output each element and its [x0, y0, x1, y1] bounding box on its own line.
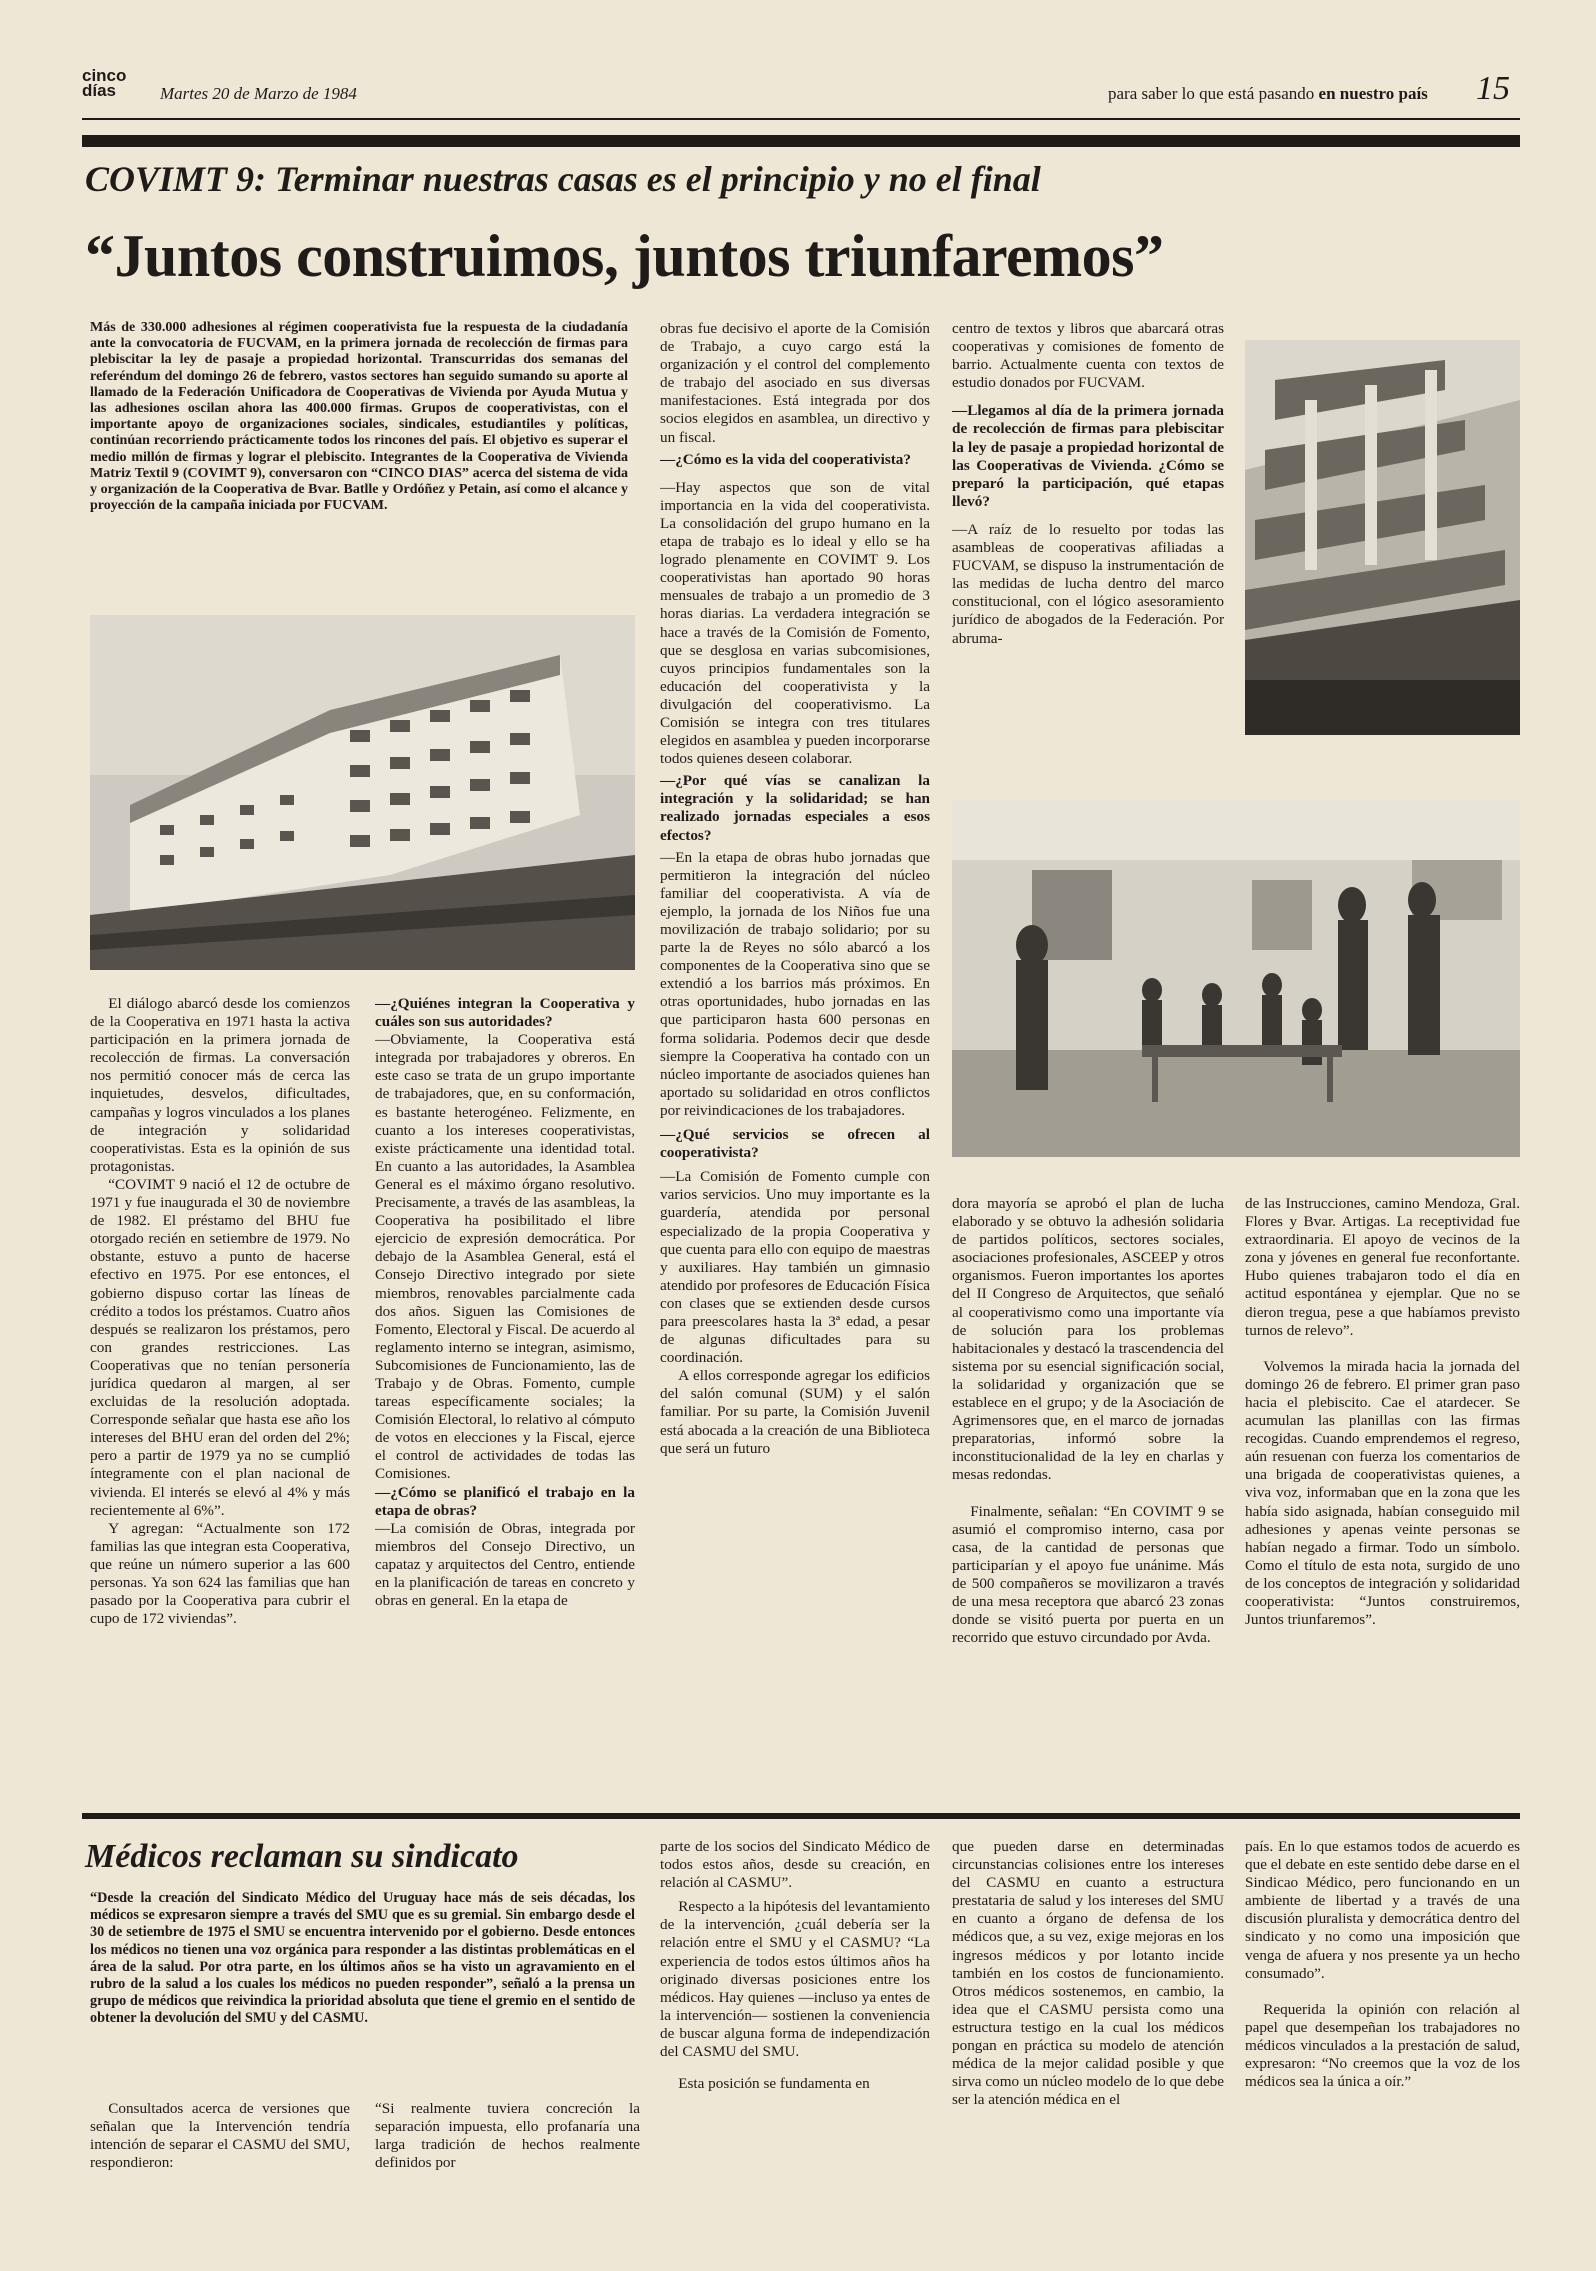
cooperative-building-photo	[90, 615, 635, 970]
paragraph: “Si realmente tuviera concreción la separación impuesta, ello profanaría una larga tradición de hechos realmente definidos por	[375, 2100, 640, 2172]
paragraph: —A raíz de lo resuelto por todas las asambleas de cooperativas afiliadas a FUCVAM, se dispuso la instrumentación de las medidas de lucha dentro del marco constitucional, con el lógico asesoramiento jurídico de abogados de la Federación. Por abruma-	[952, 520, 1224, 647]
paragraph: —La Comisión de Fomento cumple con varios servicios. Uno muy importante es la guardería, atendida por personal especializado de la propia Cooperativa y que cuenta para ello con equipo de maestras y auxiliares. Hay también un gimnasio atendido por profesores de Educación Física con clases que se extienden desde cursos para preescolares hasta la 3ª edad, a pesar de algunas dificultades para su coordinación.	[660, 1168, 930, 1367]
article1-column-1	[90, 995, 350, 1795]
interview-question: —Llegamos al día de la primera jornada de recolección de firmas para plebiscitar la ley de pasaje a propiedad horizontal de las Cooperativas de Vivienda. ¿Cómo se preparó la participación, qué etapas llevó?	[952, 402, 1224, 510]
newspaper-logo	[82, 68, 142, 98]
paragraph: Finalmente, señalan: “En COVIMT 9 se asumió el compromiso interno, casa por casa, de la cantidad de personas que participarían y el apoyo fue unánime. Más de 500 compañeros se movilizaron a través de una mesa receptora que abarcó 23 zonas donde se visitó puerta por puerta en un recorrido que estuvo circundado por Avda.	[952, 1502, 1224, 1647]
paragraph: “COVIMT 9 nació el 12 de octubre de 1971 y fue inaugurada el 30 de noviembre de 1982. El préstamo del BHU fue otorgado recién en setiembre de 1979. No obstante, estuvo a punto de hacerse efectivo en 1975. Por ese entonces, el gobierno dispuso cortar las líneas de crédito a todos los préstamos. Cuatro años después se realizaron los préstamos, pero con grandes restricciones. Las Cooperativas que no tenían personería jurídica quedaron al margen, al ser excluidas de la resolución adoptada. Corresponde señalar que hasta ese año los intereses del BHU eran del orden del 2%; pero a partir de 1979 ya no se cumplió íntegramente con el plan nacional de vivienda. El interés se elevó al 4% y más recientemente al 6%”.	[90, 1175, 350, 1519]
article2-column-1	[90, 2100, 350, 2220]
article-intro: Más de 330.000 adhesiones al régimen cooperativista fue la respuesta de la ciudadanía ante la convocatoria de FUCVAM, en la primera jornada de recolección de firmas para plebiscitar la ley de pasaje a propiedad horizontal. Transcurridas dos semanas del referéndum del domingo 26 de febrero, vastos sectores han seguido sumando su aporte al llamado de la Federación Unificadora de Cooperativas de Vivienda por Ayuda Mutua y las adhesiones oscilan ahora las 400.000 firmas. Grupos de cooperativistas, con el importante apoyo de organizaciones sociales, sindicales, estudiantiles y políticas, continúan recorriendo prácticamente todos los rincones del país. El objetivo es superar el medio millón de firmas y lograr el plebiscito. Integrantes de la Cooperativa de Vivienda Matriz Textil 9 (COVIMT 9), conversaron con “CINCO DIAS” acerca del sistema de vida y organización de la Cooperativa de Bvar. Batlle y Ordóñez y Petain, así como el alcance y proyección de la campaña iniciada por FUCVAM.	[90, 320, 628, 514]
article2-column-3	[660, 1838, 930, 2220]
article1-column-3	[660, 320, 930, 1798]
paragraph: centro de textos y libros que abarcará otras cooperativas y comisiones de fomento de barrio. Actualmente cuenta con textos de estudio donados por FUCVAM.	[952, 320, 1224, 392]
paragraph: dora mayoría se aprobó el plan de lucha elaborado y se obtuvo la adhesión solidaria de partidos políticos, sectores sociales, asociaciones profesionales, ASCEEP y otros organismos. Fueron importantes los aportes del II Congreso de Arquitectos, que señaló al cooperativismo como una importante vía de solución para los problemas habitacionales y destacó la trascendencia del sistema por su esencial significación social, la solidaridad y organización que se establece en el grupo; y de la Asociación de Agrimensores que, en el marco de jornadas preparatorias, informó sobre la inconstitucionalidad de la ley en charlas y mesas redondas.	[952, 1195, 1224, 1484]
paragraph: país. En lo que estamos todos de acuerdo es que el debate en este sentido debe darse en el Sindicao Médico, pero funcionando en un ambiente de libertad y a través de una discusión pluralista y democrática dentro del sindicato y no como una imposición que venga de afuera y nos presente ya un hecho consumado”.	[1245, 1838, 1520, 1982]
paragraph: Requerida la opinión con relación al papel que desempeñan los trabajadores no médicos vinculados a la prestación de salud, expresaron: “No creemos que la voz de los médicos sea la única a oír.”	[1245, 2000, 1520, 2091]
paragraph: Y agregan: “Actualmente son 172 familias las que integran esta Cooperativa, que reúne un número superior a las 600 personas. Ya son 624 las familias que han pasado por la Cooperativa para cubrir el cupo de 172 viviendas”.	[90, 1519, 350, 1628]
section-tagline	[1108, 84, 1428, 104]
tagline-bold: en nuestro país	[1318, 84, 1428, 103]
paragraph: Esta posición se fundamenta en	[678, 2075, 870, 2093]
tagline-prefix: para saber lo que está pasando	[1108, 84, 1319, 103]
article2-column-4	[952, 1838, 1224, 2220]
top-rule-thin	[82, 118, 1520, 120]
article1-column-5-bottom	[1245, 1195, 1520, 1798]
paragraph: obras fue decisivo el aporte de la Comisión de Trabajo, a cuyo cargo está la organización y el control del complemento de trabajo del asociado en sus diversas manifestaciones. Está integrada por dos socios elegidos en asamblea, un directivo y un fiscal.	[660, 320, 930, 446]
article1-column-4-bottom	[952, 1195, 1224, 1798]
page-number: 15	[1476, 70, 1510, 107]
top-rule-thick	[82, 135, 1520, 147]
article2-headline: Médicos reclaman su sindicato	[85, 1838, 519, 1875]
interview-question: —¿Qué servicios se ofrecen al cooperativista?	[660, 1126, 930, 1162]
article2-intro: “Desde la creación del Sindicato Médico del Uruguay hace más de seis décadas, los médicos se expresaron siempre a través del SMU que es su gremial. Sin embargo desde el 30 de setiembre de 1975 el SMU se encuentra intervenido por el gobierno. Desde entonces los médicos no tienen una voz orgánica para responder a las distintas problemáticas en el área de la salud. Por otra parte, en los últimos años se ha visto un agravamiento en el rubro de la salud a los cuales los médicos no pueden responder”, señaló a la prensa un grupo de médicos que reivindica la prioridad absoluta que tiene el gremio en el sentido de obtener la devolución del SMU y del CASMU.	[90, 1890, 635, 2027]
paragraph: —Hay aspectos que son de vital importancia en la vida del cooperativista. La consolidación del grupo humano en la etapa de trabajo es lo ideal y ello se ha logrado plenamente en COVIMT 9. Los cooperativistas han aportado 90 horas mensuales de trabajo a un promedio de 3 horas diarias. La verdadera integración se hace a través de la Comisión de Fomento, que se desglosa en varias subcomisiones, cuyos principios fundamentales son la educación del cooperativista y la divulgación del cooperativismo. La Comisión se integra con tres titulares elegidos en asamblea y pueden incorporarse todos quienes deseen colaborar.	[660, 478, 930, 768]
paragraph: —La comisión de Obras, integrada por miembros del Consejo Directivo, un capataz y arquitectos del Centro, entiende en la planificación de tareas en concreto y obras en general. En la etapa de	[375, 1519, 635, 1610]
paragraph: Volvemos la mirada hacia la jornada del domingo 26 de febrero. El primer gran paso hacia el plebiscito. Cae el atardecer. Se acumulan las planillas con las firmas recogidas. Cuando emprendemos el regreso, aún resuenan con fuerza los comentarios de una brigada de cooperativistas quienes, a viva voz, informaban que en la zona que les había sido asignada, habían conseguido mil adhesiones y apenas veinte personas se habían negado a firmar. Todo un símbolo. Como el título de esta nota, surgido de uno de los conceptos de integración y solidaridad cooperativista: “Juntos construiremos, Juntos triunfaremos”.	[1245, 1357, 1520, 1629]
article-separator-rule	[82, 1813, 1520, 1819]
logo-line-1: cinco	[82, 66, 127, 85]
paragraph: A ellos corresponde agregar los edificios del salón comunal (SUM) y el salón familiar. Por su parte, la Comisión Juvenil está abocada a la creación de una Biblioteca que será un futuro	[660, 1367, 930, 1457]
logo-line-2: días	[82, 81, 117, 100]
paragraph: —Obviamente, la Cooperativa está integrada por trabajadores y obreros. En este caso se trata de un grupo importante de trabajadores, que, en su conformación, es bastante heterogéneo. Felizmente, en cuanto a los intereses cooperativistas, existe prácticamente una identidad total. En cuanto a las autoridades, la Asamblea General es el máximo órgano resolutivo. Precisamente, a través de las asambleas, la Cooperativa ha posibilitado el libre ejercicio de expresión democrática. Por debajo de la Asamblea General, está el Consejo Directivo integrado por siete miembros, renovables parcialmente cada dos años. Siguen las Comisiones de Fomento, Electoral y Fiscal. De acuerdo al reglamento interno se integran, asimismo, Subcomisiones de Funcionamiento, las de Trabajo y de Obras. Fomento, cumple tareas específicamente sociales; la Comisión Electoral, lo relativo al cómputo de votos en elecciones y la Fiscal, ejerce el control de actividades de todas las Comisiones.	[375, 1031, 635, 1483]
paragraph: parte de los socios del Sindicato Médico de todos estos años, desde su creación, en relación al CASMU”.	[660, 1838, 930, 1892]
paragraph: —En la etapa de obras hubo jornadas que permitieron la integración del núcleo familiar del cooperativista. A vía de ejemplo, la jornada de los Niños fue una movilización de trabajo solidario; por su parte la de Reyes no sólo abarcó a los componentes de la Cooperativa sino que se extendió a los barrios más próximos. En otras oportunidades, hubo jornadas en las que participaron hasta 600 personas en forma solidaria. Podemos decir que desde siempre la Cooperativa ha contado con un núcleo importante de asociados quienes han aportado su solidaridad en otros conflictos por reivindicaciones de los trabajadores.	[660, 848, 930, 1119]
housing-blocks-photo	[1245, 340, 1520, 735]
article1-column-2	[375, 995, 635, 1795]
paragraph: Consultados acerca de versiones que señalan que la Intervención tendría intención de separar el CASMU del SMU, respondieron:	[90, 2100, 350, 2172]
article-kicker: COVIMT 9: Terminar nuestras casas es el principio y no el final	[85, 159, 1041, 199]
interview-question: —¿Quiénes integran la Cooperativa y cuáles son sus autoridades?	[375, 995, 635, 1031]
paragraph: El diálogo abarcó desde los comienzos de la Cooperativa en 1971 hasta la activa participación en la primera jornada de recolección de firmas. La conversación nos permitió conocer más de cerca las inquietudes, desvelos, dificultades, campañas y logros vinculados a los planes de integración y solidaridad cooperativistas. Esta es la opinión de sus protagonistas.	[90, 995, 350, 1175]
article-headline: “Juntos construimos, juntos triunfaremos”	[85, 223, 1164, 289]
issue-date: Martes 20 de Marzo de 1984	[160, 84, 357, 103]
article2-column-2	[375, 2100, 640, 2220]
interview-question: —¿Por qué vías se canalizan la integración y la solidaridad; se han realizado jornadas especiales a esos efectos?	[660, 772, 930, 844]
interview-question: —¿Cómo es la vida del cooperativista?	[660, 450, 911, 468]
paragraph: de las Instrucciones, camino Mendoza, Gral. Flores y Bvar. Artigas. La receptividad fue extraordinaria. El apoyo de vecinos de la zona y jóvenes en general fue reconfortante. Hubo quienes trabajaron todo el día en actitud espontánea y ejemplar. Que no se dieron tregua, pese a que habíamos previsto turnos de relevo”.	[1245, 1195, 1520, 1339]
daycare-children-photo	[952, 800, 1520, 1157]
article1-column-4-top	[952, 320, 1224, 740]
article2-column-5	[1245, 1838, 1520, 2220]
interview-question: —¿Cómo se planificó el trabajo en la etapa de obras?	[375, 1483, 635, 1519]
paragraph: Respecto a la hipótesis del levantamiento de la intervención, ¿cuál debería ser la relación entre el SMU y el CASMU? “La experiencia de todos estos últimos años ha originado diversas posiciones entre los médicos. Hay quienes —incluso ya entes de la intervención— sostienen la conveniencia de buscar alguna forma de independización del CASMU del SMU.	[660, 1898, 930, 2061]
paragraph: que pueden darse en determinadas circunstancias colisiones entre los intereses del CASMU en cuanto a estructura prestataria de salud y los intereses del SMU en cuanto a órgano de defensa de los médicos que, a su vez, exige mejoras en los ingresos médicos y por lotanto incide también en los costos de funcionamiento. Otros médicos sostenemos, en cambio, la idea que el CASMU persista como una estructura testigo en la cual los médicos pongan en práctica su modelo de atención médica de la mejor calidad posible y que sirva como un núcleo modelo de lo que debe ser la atención médica en el	[952, 1838, 1224, 2109]
